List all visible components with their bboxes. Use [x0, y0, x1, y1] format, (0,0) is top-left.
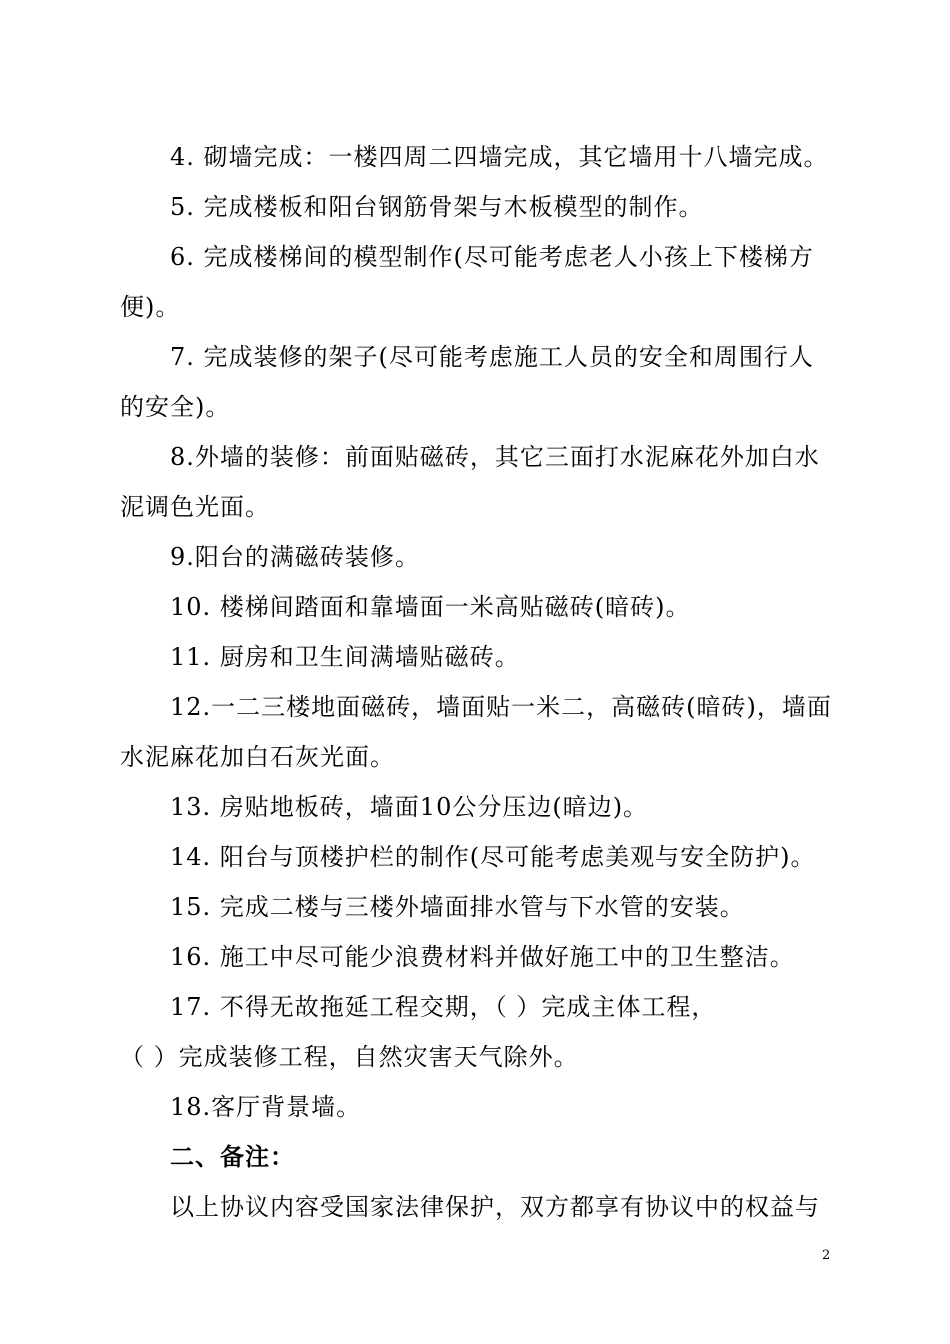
clause-7-line-2: 的安全)。: [120, 393, 231, 421]
clause-16: 16. 施工中尽可能少浪费材料并做好施工中的卫生整洁。: [170, 943, 795, 971]
clause-6-line-2: 便)。: [120, 293, 181, 321]
clause-11: 11. 厨房和卫生间满墙贴磁砖。: [170, 643, 520, 671]
clause-8-line-1: 8.外墙的装修：前面贴磁砖，其它三面打水泥麻花外加白水: [170, 443, 820, 471]
clause-18: 18.客厅背景墙。: [170, 1093, 362, 1121]
clause-5: 5. 完成楼板和阳台钢筋骨架与木板模型的制作。: [170, 193, 704, 221]
clause-9: 9.阳台的满磁砖装修。: [170, 543, 420, 571]
clause-6-line-1: 6. 完成楼梯间的模型制作(尽可能考虑老人小孩上下楼梯方: [170, 243, 814, 271]
remarks-paragraph: 以上协议内容受国家法律保护，双方都享有协议中的权益与: [170, 1193, 820, 1221]
clause-14: 14. 阳台与顶楼护栏的制作(尽可能考虑美观与安全防护)。: [170, 843, 816, 871]
clause-17-line-2: （ ）完成装修工程，自然灾害天气除外。: [120, 1043, 579, 1071]
clause-15: 15. 完成二楼与三楼外墙面排水管与下水管的安装。: [170, 893, 745, 921]
clause-8-line-2: 泥调色光面。: [120, 493, 270, 521]
clause-4: 4. 砌墙完成：一楼四周二四墙完成，其它墙用十八墙完成。: [170, 143, 829, 171]
clause-12-line-2: 水泥麻花加白石灰光面。: [120, 743, 395, 771]
clause-7-line-1: 7. 完成装修的架子(尽可能考虑施工人员的安全和周围行人: [170, 343, 814, 371]
clause-10: 10. 楼梯间踏面和靠墙面一米高贴磁砖(暗砖)。: [170, 593, 691, 621]
clause-13: 13. 房贴地板砖，墙面10公分压边(暗边)。: [170, 793, 649, 821]
clause-12-line-1: 12.一二三楼地面磁砖，墙面贴一米二，高磁砖(暗砖)，墙面: [170, 693, 832, 721]
page-number: 2: [822, 1248, 831, 1263]
clause-17-line-1: 17. 不得无故拖延工程交期，（ ）完成主体工程，: [170, 993, 717, 1021]
section-heading-remarks: 二、备注：: [170, 1142, 295, 1171]
